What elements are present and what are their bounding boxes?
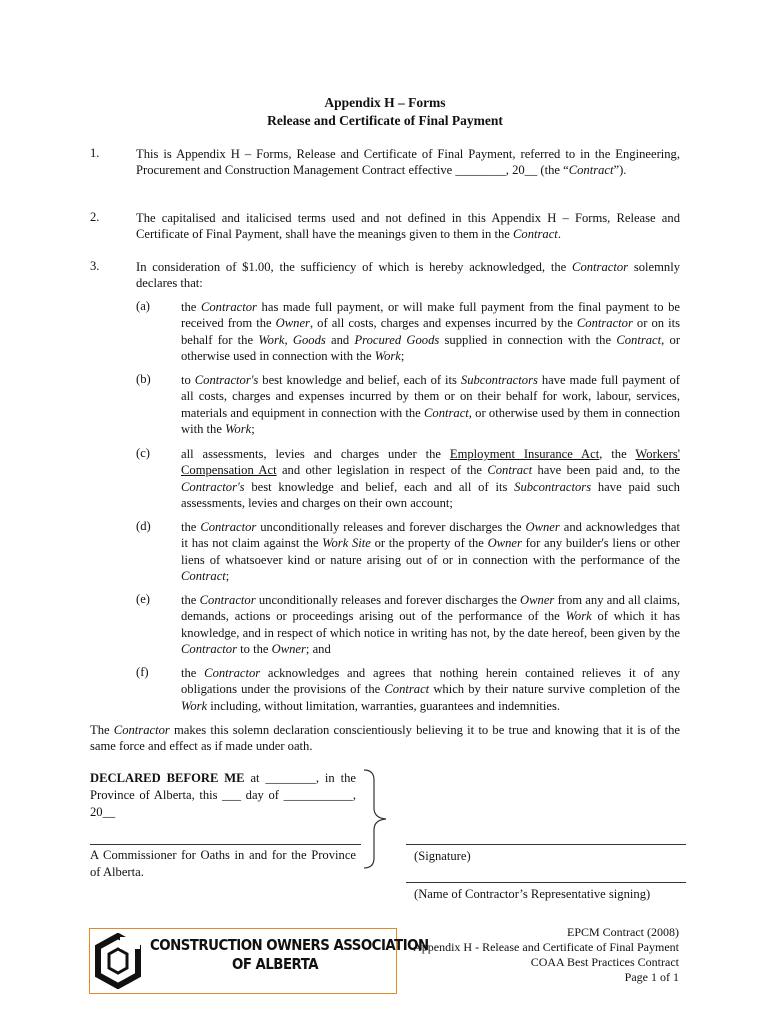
subitem-label-f: (f) — [136, 665, 149, 679]
subitem-text-a: the Contractor has made full payment, or will make full payment from the final payment to be received from the Owner, of all costs, charges and expenses incurred by the Contractor or on its behalf for the Work, Goods and Procured Goods supplied in connection with the Contract, or otherwise used in connection with the Work; — [181, 300, 681, 364]
signature-label: (Signature) — [414, 849, 471, 863]
item-text-1: This is Appendix H – Forms, Release and Certificate of Final Payment, referred to in the Engineering, Procurement and Construction Management Contract effective ________, 20__ (the “Contract”). — [136, 147, 680, 178]
subitem-label-c: (c) — [136, 446, 150, 460]
declared-before-me: DECLARED BEFORE ME at ________, in the Province of Alberta, this ___ day of ___________, 20__ — [90, 771, 356, 819]
commissioner-signature-line — [90, 844, 361, 845]
page-title: Appendix H – Forms — [324, 95, 446, 110]
subitem-text-c: all assessments, levies and charges under the Employment Insurance Act, the Workers' Compensation Act and other legislation in respect of the Contract have been paid and, to the Contractor's best knowledge and belief, each and all of its Subcontractors have paid such assessments, levies and charges on their own account; — [181, 447, 681, 511]
subitem-text-d: the Contractor unconditionally releases and forever discharges the Owner and acknowledges that it has not claim against the Work Site or the property of the Owner for any builder's liens or other liens of whatsoever kind or nature arising out of or in connection with the performance of the Contract; — [181, 520, 680, 584]
page-footer — [413, 925, 679, 985]
logo-line-1: CONSTRUCTION OWNERS ASSOCIATION — [150, 936, 429, 954]
subitem-text-f: the Contractor acknowledges and agrees that nothing herein contained relieves it of any obligations under the provisions of the Contract which by their nature survive completion of the Work including, without limitation, warranties, guarantees and indemnities. — [181, 666, 680, 713]
page-subtitle: Release and Certificate of Final Payment — [267, 113, 503, 128]
brace-icon — [360, 768, 396, 870]
subitem-label-a: (a) — [136, 299, 150, 313]
footer-line-1: EPCM Contract (2008) — [567, 925, 679, 939]
logo-line-2: OF ALBERTA — [232, 955, 319, 973]
item-number-1: 1. — [90, 146, 100, 160]
footer-line-2: Appendix H - Release and Certificate of Final Payment — [413, 940, 679, 954]
commissioner-label: A Commissioner for Oaths in and for the Province of Alberta. — [90, 848, 356, 879]
name-label: (Name of Contractor’s Representative signing) — [414, 887, 651, 901]
footer-line-3: COAA Best Practices Contract — [530, 955, 679, 969]
subitem-label-d: (d) — [136, 519, 151, 533]
coaa-logo — [89, 928, 429, 994]
subitem-label-e: (e) — [136, 592, 150, 606]
subitem-text-b: to Contractor's best knowledge and belief, each of its Subcontractors have made full payment of all costs, charges and expenses incurred by them or on their behalf for work, labour, services, materials and equipment in connection with the Contract, or otherwise used by them in connection with the Work; — [181, 373, 680, 437]
footer-line-4: Page 1 of 1 — [624, 970, 679, 984]
item-text-3: In consideration of $1.00, the sufficiency of which is hereby acknowledged, the Contractor solemnly declares that: — [136, 260, 680, 291]
subitem-text-e: the Contractor unconditionally releases and forever discharges the Owner from any and all claims, demands, actions or proceedings arising out of the performance of the Work of which it has knowledge, and in respect of which notice in writing has not, by the date hereof, been given by the Contractor to the Owner; and — [181, 593, 680, 657]
item-number-2: 2. — [90, 210, 100, 224]
item-number-3: 3. — [90, 259, 100, 273]
hexagon-logo-icon — [94, 933, 142, 989]
item-text-2: The capitalised and italicised terms used and not defined in this Appendix H – Forms, Release and Certificate of Final Payment, shall have the meanings given to them in the Contract. — [136, 211, 680, 242]
subitem-label-b: (b) — [136, 372, 151, 386]
closing-statement: The Contractor makes this solemn declaration conscientiously believing it to be true and knowing that it is of the same force and effect as if made under oath. — [90, 723, 680, 754]
signature-line — [406, 844, 686, 845]
name-line — [406, 882, 686, 883]
